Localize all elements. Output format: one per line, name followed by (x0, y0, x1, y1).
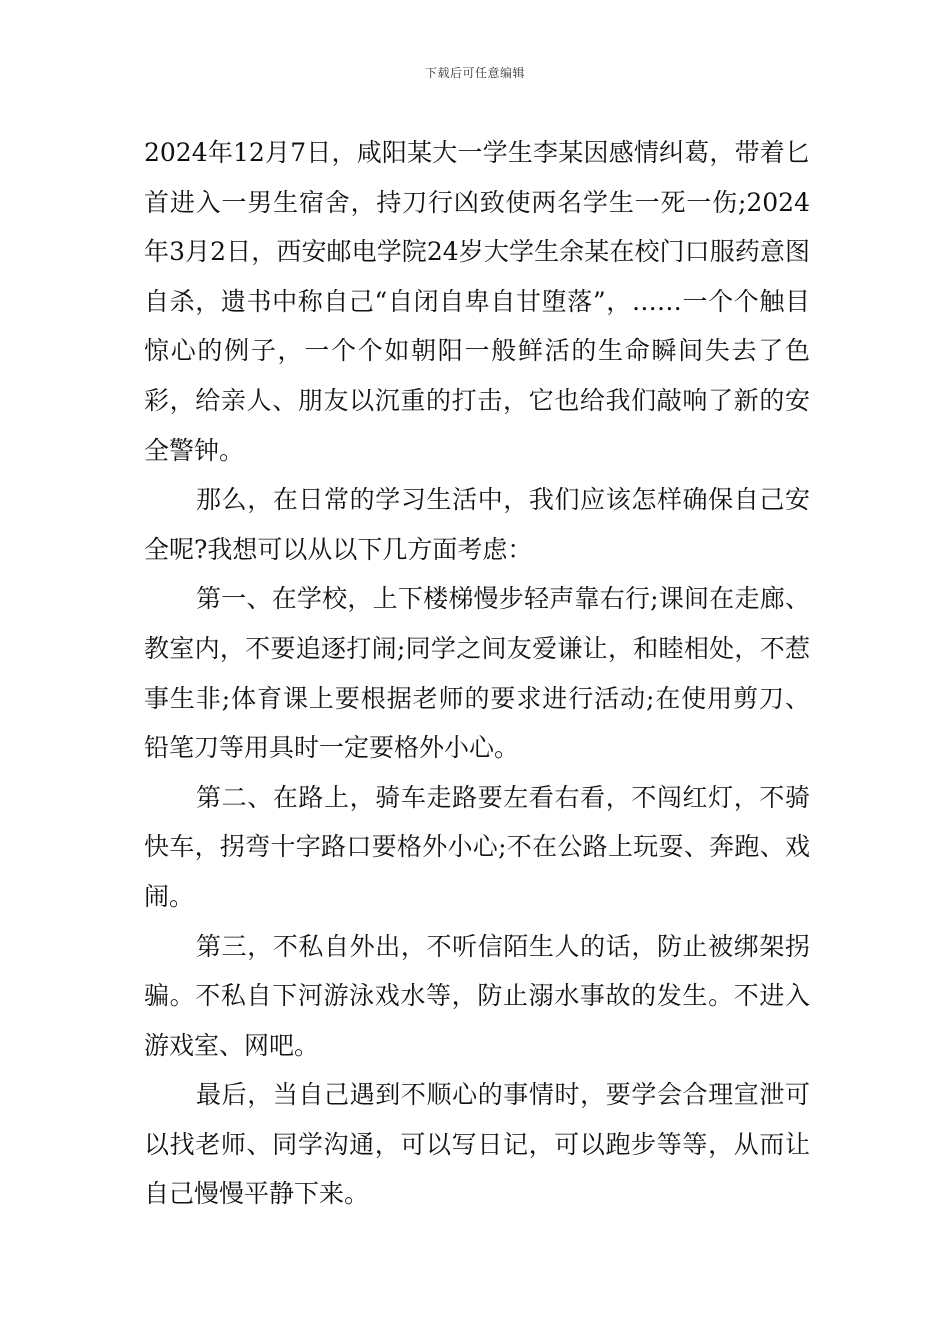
paragraph-emotion: 最后，当自己遇到不顺心的事情时，要学会合理宣泄可以找老师、同学沟通，可以写日记，可以跑步等等，从而让自己慢慢平静下来。 (144, 1080, 810, 1209)
paragraph-school: 第一、在学校，上下楼梯慢步轻声靠右行;课间在走廊、教室内，不要追逐打闹;同学之间友爱谦让，和睦相处，不惹事生非;体育课上要根据老师的要求进行活动;在使用剪刀、铅笔刀等用具时一定要格外小心。 (144, 584, 810, 763)
paragraph-outside: 第三，不私自外出，不听信陌生人的话，防止被绑架拐骗。不私自下河游泳戏水等，防止溺水事故的发生。不进入游戏室、网吧。 (144, 931, 810, 1060)
paragraph-question: 那么，在日常的学习生活中，我们应该怎样确保自己安全呢?我想可以从以下几方面考虑： (144, 485, 810, 564)
document-body (144, 128, 810, 1219)
paragraph-road: 第二、在路上，骑车走路要左看右看，不闯红灯，不骑快车，拐弯十字路口要格外小心;不在公路上玩耍、奔跑、戏闹。 (144, 782, 810, 911)
paragraph-intro: 2024年12月7日，咸阳某大一学生李某因感情纠葛，带着匕首进入一男生宿舍，持刀行凶致使两名学生一死一伤;2024年3月2日，西安邮电学院24岁大学生余某在校门口服药意图自杀，遗书中称自己“自闭自卑自甘堕落”，……一个个触目惊心的例子，一个个如朝阳一般鲜活的生命瞬间失去了色彩，给亲人、朋友以沉重的打击，它也给我们敲响了新的安全警钟。 (144, 138, 810, 465)
page-header: 下载后可任意编辑 (424, 66, 525, 80)
